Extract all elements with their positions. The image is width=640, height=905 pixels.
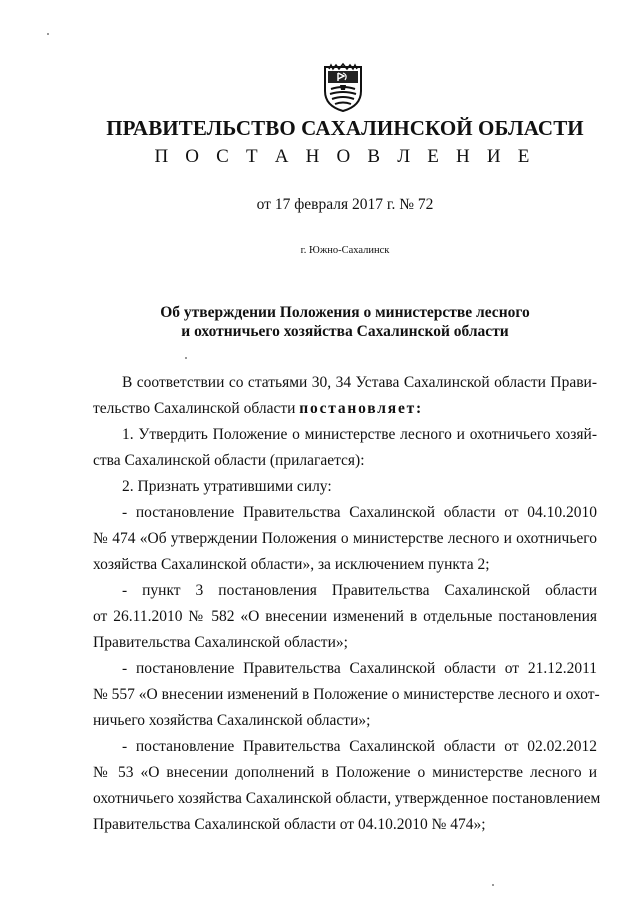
resolution-keyword: постановляет: bbox=[299, 400, 424, 417]
subitem-line: № 557 «О внесении изменений в Положение о министерстве лесного и охот- bbox=[93, 686, 600, 703]
scan-speck bbox=[47, 33, 49, 35]
subitem-line: - постановление Правительства Сахалинской области от 02.02.2012 bbox=[122, 738, 597, 755]
subject-line: Об утверждении Положения о министерстве лесного bbox=[160, 304, 530, 321]
subitem-line: от 26.11.2010 № 582 «О внесении изменений в отдельные постановления bbox=[93, 608, 597, 625]
subitem-line: № 53 «О внесении дополнений в Положение о министерстве лесного и bbox=[93, 764, 597, 781]
subject-line: и охотничьего хозяйства Сахалинской области bbox=[181, 323, 509, 340]
subitem-line: охотничьего хозяйства Сахалинской области, утвержденное постановлением bbox=[93, 790, 601, 807]
subitem-line: № 474 «Об утверждении Положения о министерстве лесного и охотничьего bbox=[93, 530, 597, 547]
subitem-line: Правительства Сахалинской области»; bbox=[93, 634, 348, 651]
subitem-line: - постановление Правительства Сахалинской области от 04.10.2010 bbox=[122, 504, 597, 521]
preamble-line: В соответствии со статьями 30, 34 Устава Сахалинской области Прави- bbox=[122, 374, 597, 391]
preamble-line bbox=[93, 400, 597, 426]
scan-speck bbox=[492, 884, 494, 886]
subitem-line: - пункт 3 постановления Правительства Сахалинской области bbox=[122, 582, 597, 599]
item-line: 1. Утвердить Положение о министерстве лесного и охотничьего хозяй- bbox=[122, 426, 597, 443]
organization-title: ПРАВИТЕЛЬСТВО САХАЛИНСКОЙ ОБЛАСТИ bbox=[106, 116, 584, 140]
city-name: г. Южно-Сахалинск bbox=[300, 245, 390, 256]
subitem-line: Правительства Сахалинской области от 04.10.2010 № 474»; bbox=[93, 816, 486, 833]
subitem-line: - постановление Правительства Сахалинской области от 21.12.2011 bbox=[122, 660, 597, 677]
preamble-text: тельство Сахалинской области bbox=[93, 400, 300, 417]
item-line: 2. Признать утратившими силу: bbox=[122, 478, 332, 495]
item-line: ства Сахалинской области (прилагается): bbox=[93, 452, 365, 469]
subitem-line: ничьего хозяйства Сахалинской области»; bbox=[93, 712, 371, 729]
subitem-line: хозяйства Сахалинской области», за исключением пункта 2; bbox=[93, 556, 490, 573]
scan-speck bbox=[185, 357, 187, 359]
sakhalin-coat-of-arms-icon bbox=[321, 61, 365, 113]
date-and-number: от 17 февраля 2017 г. № 72 bbox=[256, 196, 434, 213]
document-subject bbox=[0, 303, 640, 341]
document-type: П О С Т А Н О В Л Е Н И Е bbox=[154, 146, 536, 167]
